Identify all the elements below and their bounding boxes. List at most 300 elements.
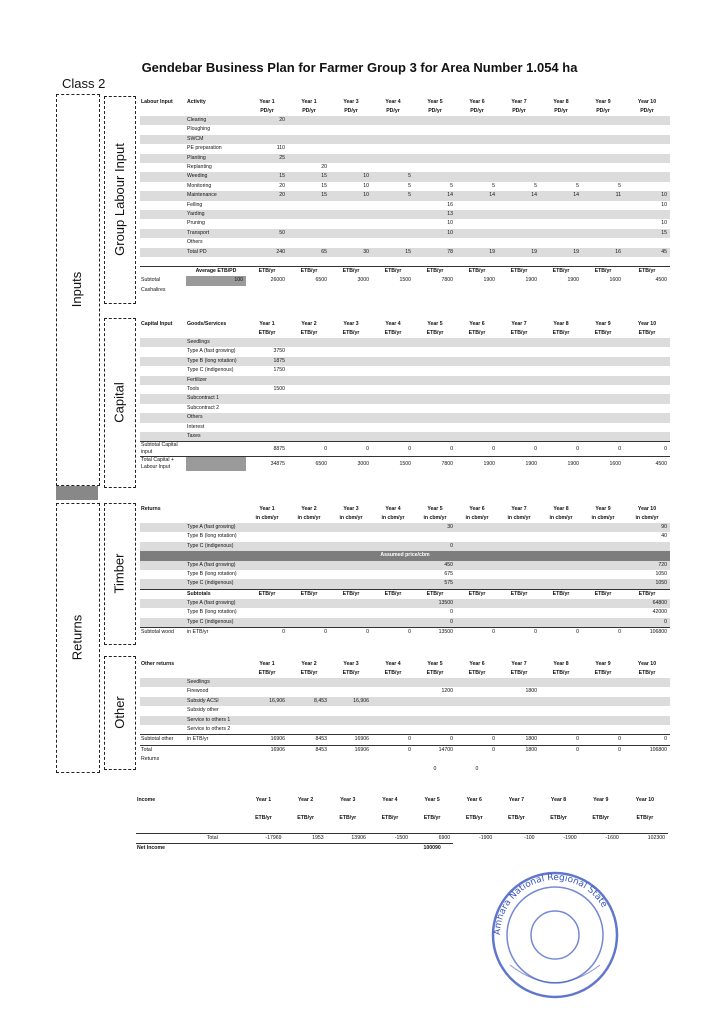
year-header: Year 5 [427,661,443,667]
blank-cell [140,385,186,394]
blank-cell [140,144,186,153]
value-cell: 10 [661,201,667,208]
blank-cell [140,347,186,356]
year-header: Year 7 [511,506,527,512]
value-cell [456,404,498,413]
income-table [136,796,668,853]
unit-header: ETB/yr [465,815,483,822]
value-cell [288,154,330,163]
subtotal-header-cell: ETB/yr [624,267,670,277]
value-cell [246,210,288,219]
unit-header: ETB/yr [594,330,612,336]
value-cell [414,154,456,163]
row-label: Monitoring [187,182,212,189]
subtotal-value: 0 [288,628,330,638]
blank-cell [140,561,186,570]
total-label: Total Capital + Labour Input [140,457,186,472]
value-cell [540,725,582,735]
value-cell [582,561,624,570]
total-value: 16906 [246,745,288,755]
value-cell [540,599,582,608]
value-cell [582,687,624,696]
row-label: Subsidy ACSI [186,697,246,706]
value-cell [288,570,330,579]
table-row [140,125,670,134]
value-cell [498,599,540,608]
value-cell [582,125,624,134]
value-cell [582,413,624,422]
total-value: 0 [372,745,414,755]
year-header: Year 2 [297,797,314,803]
value-cell [582,706,624,715]
value-cell [582,172,624,181]
subtotal-header-cell: ETB/yr [582,267,624,277]
income-label: Income [137,797,156,803]
value-cell [582,432,624,442]
price-bar: Assumed price/cbm [140,551,670,560]
year-header: Year 2 [301,321,317,327]
blank-cell [140,579,186,589]
subtotal-header [140,267,670,277]
blank-cell [330,765,372,774]
value-cell [330,357,372,366]
unit-header: ETB/yr [330,589,372,599]
unit-header: ETB/yr [456,589,498,599]
value-cell [288,125,330,134]
unit-row [140,107,670,116]
subtotal-value: 0 [372,628,414,638]
total-value: 7800 [414,457,456,472]
table-row [140,579,670,589]
total-value: 1600 [582,457,624,472]
unit-header: PD/yr [470,108,484,114]
value-cell: 10 [330,191,372,200]
value-cell [540,163,582,172]
value-cell: 1875 [246,357,288,366]
value-cell [330,687,372,696]
blank-cell [140,201,186,210]
value-cell: 5 [618,182,621,189]
blank-cell [140,542,186,551]
value-cell [540,376,582,385]
row-label: Fertilizer [186,376,246,385]
other-returns-table [140,660,670,774]
value-cell [456,116,498,125]
blank-cell [140,357,186,366]
value-cell: 10 [661,220,667,227]
value-cell [624,542,670,551]
blank-cell [372,765,414,774]
table-row [140,154,670,163]
value-cell: 78 [414,248,456,257]
unit-header: PD/yr [386,108,400,114]
subtotal-value: 0 [540,442,582,457]
year-header: Year 1 [259,321,275,327]
value-cell [372,338,414,347]
value-cell [498,376,540,385]
year-header: Year 1 [259,661,275,667]
blank-cell [140,229,186,238]
separator-bar [56,486,98,500]
value-cell [330,608,372,617]
value-cell: 40 [661,533,667,540]
subtotal-value: 0 [372,735,414,745]
value-cell [246,523,288,532]
value-cell [372,376,414,385]
value-cell [456,706,498,715]
value-cell [456,347,498,356]
unit-header: ETB/yr [550,815,567,822]
value-cell [540,125,582,134]
value-cell [624,172,670,181]
year-header: Year 10 [637,661,657,667]
value-cell [456,366,498,375]
value-cell [288,579,330,589]
value-cell [414,423,456,432]
table-row [140,238,670,247]
subtotal-value: 8875 [246,442,288,457]
value-cell: 1050 [655,571,667,578]
value-cell: 45 [624,248,670,257]
value-cell [330,599,372,608]
blank-cell [140,716,186,725]
blank-cell [246,765,288,774]
value-cell: 13500 [414,599,456,608]
blank-cell [140,182,186,191]
unit-header: ETB/yr [624,589,670,599]
value-cell: 0 [450,609,453,616]
value-cell [582,394,624,403]
value-cell: 5 [576,182,579,189]
value-cell [330,238,372,247]
subtotal-header-cell: ETB/yr [372,267,414,277]
subtotal-value: 13500 [414,628,456,638]
value-cell [582,210,624,219]
blank-cell [288,765,330,774]
value-cell [582,697,624,706]
subtotal-header-cell: ETB/yr [498,267,540,277]
year-header: Year 4 [382,797,398,803]
value-cell [540,135,582,144]
value-cell [582,542,624,551]
value-cell [330,394,372,403]
value-cell: 1200 [441,688,453,695]
row-label: Type B (long rotation) [186,357,246,366]
value-cell [540,347,582,356]
unit-header: in cbm/yr [297,515,321,521]
value-cell [582,599,624,608]
subtotal-value: 0 [414,735,456,745]
value-cell [372,413,414,422]
blank-cell [140,706,186,715]
row-label: SWCM [186,135,246,144]
value-cell [498,338,540,347]
blank-cell [140,413,186,422]
value-cell [330,385,372,394]
row-label: Type B (long rotation) [187,571,237,578]
year-header: Year 10 [637,506,657,512]
subtotal-label: Cashalires [141,286,166,293]
value-cell [246,579,288,589]
value-cell [540,357,582,366]
value-cell [456,599,498,608]
value-cell [582,523,624,532]
value-cell [246,163,288,172]
total-value: 0 [540,745,582,755]
value-cell [498,394,540,403]
value-cell [624,357,670,366]
table-row [140,599,670,608]
value-cell: 11 [582,191,624,200]
value-cell [456,376,498,385]
value-cell [624,163,670,172]
table-row [140,376,670,385]
value-cell: 15 [372,248,414,257]
value-cell [582,338,624,347]
value-cell [456,229,498,238]
value-cell [456,163,498,172]
total-value: 1500 [372,457,414,472]
value-cell [582,229,624,238]
value-cell [624,154,670,163]
blank-cell [140,678,186,687]
value-cell [414,678,456,687]
value-cell [456,716,498,725]
year-header: Year 8 [553,506,569,512]
value-cell [372,678,414,687]
column-header [186,505,246,514]
subtotal-header-cell: ETB/yr [330,267,372,277]
value-cell [624,697,670,706]
value-cell [288,394,330,403]
value-cell [372,599,414,608]
unit-header: in cbm/yr [381,515,405,521]
total-value: 106800 [624,745,670,755]
value-cell [582,219,624,228]
blank-cell [140,394,186,403]
value-cell: 25 [246,154,288,163]
value-cell [372,423,414,432]
table-row [140,135,670,144]
value-cell [246,570,288,579]
subtotal-header-cell: ETB/yr [288,267,330,277]
unit-header: ETB/yr [300,670,318,676]
table-row [140,248,670,257]
value-cell [540,618,582,628]
value-cell [498,523,540,532]
blank-cell [140,338,186,347]
value-cell [582,678,624,687]
table-row [140,210,670,219]
value-cell [582,376,624,385]
row-label: Service to others 2 [187,726,231,733]
value-cell [498,706,540,715]
value-cell [414,376,456,385]
value-cell [624,144,670,153]
year-header: Year 6 [469,321,485,327]
value-cell [498,210,540,219]
unit-header: PD/yr [344,108,358,114]
value-cell [246,338,288,347]
unit-row [136,814,668,823]
blank-cell [140,570,186,579]
value-cell [540,561,582,570]
value-cell [246,135,288,144]
blank-cell [140,135,186,144]
value-cell [372,154,414,163]
year-header: Year 4 [385,661,401,667]
value-cell [498,229,540,238]
value-cell [288,532,330,541]
total-value: 0 [456,745,498,755]
subtotal-value: 0 [498,628,540,638]
total-value: 1953 [285,833,327,843]
value-cell [498,125,540,134]
table-row [140,432,670,442]
unit-header: ETB/yr [423,815,441,822]
subtotal-value: 0 [414,442,456,457]
subtotal-value: 0 [582,735,624,745]
subtotal-value: 6500 [315,277,327,284]
value-cell: 0 [414,618,456,628]
total-value: 3000 [330,457,372,472]
value-cell [372,357,414,366]
blank-cell [140,589,186,599]
value-cell [498,357,540,366]
table-row [140,423,670,432]
blank-cell [140,765,186,774]
value-cell [414,706,456,715]
value-cell: 20 [246,116,288,125]
unit-header: ETB/yr [288,589,330,599]
value-cell [498,618,540,628]
value-cell [540,570,582,579]
value-cell: 10 [330,172,372,181]
value-cell [330,432,372,442]
other-label: Other [111,695,127,729]
blank-cell [285,844,327,854]
value-cell [624,182,670,191]
unit-header: ETB/yr [582,589,624,599]
value-cell: 14 [456,191,498,200]
subtotal-value: 0 [540,735,582,745]
value-cell: 1500 [273,386,285,393]
value-cell: 15 [246,172,288,181]
unit-header: ETB/yr [342,670,360,676]
value-cell [456,618,498,628]
value-cell [372,570,414,579]
value-cell [288,706,330,715]
total-value: -1900 [537,833,579,843]
table-row [140,413,670,422]
value-cell [624,678,670,687]
header-row [136,796,668,805]
row-label: Service to others 1 [186,716,246,725]
blank-cell [140,432,186,442]
table-row [140,523,670,532]
value-cell [414,366,456,375]
value-cell [456,219,498,228]
row-label: Others [186,413,246,422]
value-cell: 19 [498,248,540,257]
value-cell: 3750 [273,348,285,355]
value-cell [540,394,582,403]
value-cell: 16,906 [246,697,288,706]
year-header: Year 6 [466,797,482,803]
year-header: Year 9 [595,506,611,512]
value-cell [330,716,372,725]
capital-input-table [140,320,670,471]
value-cell [498,154,540,163]
blank-cell [186,745,246,755]
unit-header: ETB/yr [540,589,582,599]
value-cell [456,579,498,589]
unit-header: ETB/yr [552,330,570,336]
subtotal-value: 0 [456,442,498,457]
value-cell [372,687,414,696]
unit-header: ETB/yr [339,815,357,822]
value-cell [540,542,582,551]
year-header: Year 9 [595,99,611,105]
spacer [136,823,668,833]
total-label: Total [140,745,186,755]
unit-header: ETB/yr [510,330,528,336]
row-label: Seedlings [186,678,246,687]
value-cell [540,238,582,247]
value-cell [498,116,540,125]
blank-cell [140,599,186,608]
year-header: Year 8 [553,661,569,667]
value-cell [288,116,330,125]
table-row [140,725,670,735]
value-cell [624,125,670,134]
value-cell [330,163,372,172]
value-cell [246,561,288,570]
blank-cell [140,687,186,696]
value-cell [456,697,498,706]
value-cell: 16 [582,248,624,257]
value-cell [498,347,540,356]
value-cell [540,172,582,181]
row-label: Yarding [186,210,246,219]
unit-row [140,669,670,678]
table-row [140,347,670,356]
year-header: Year 10 [637,321,657,327]
value-cell [330,154,372,163]
value-cell [540,366,582,375]
value-cell [540,385,582,394]
value-cell [288,229,330,238]
unit-header: ETB/yr [510,670,528,676]
labour-input-table [140,98,670,295]
unit-header: ETB/yr [300,330,318,336]
value-cell [372,163,414,172]
value-cell [582,116,624,125]
value-cell [372,347,414,356]
year-header: Year 1 [301,99,317,105]
value-cell [498,697,540,706]
value-cell [456,542,498,551]
value-cell [624,116,670,125]
year-header: Year 10 [637,99,657,105]
value-cell [288,413,330,422]
subtotal-value: 1600 [609,277,621,284]
year-header: Year 5 [427,506,443,512]
unit-row [140,329,670,338]
value-cell [246,404,288,413]
spacer [136,805,668,814]
value-cell [372,432,414,442]
